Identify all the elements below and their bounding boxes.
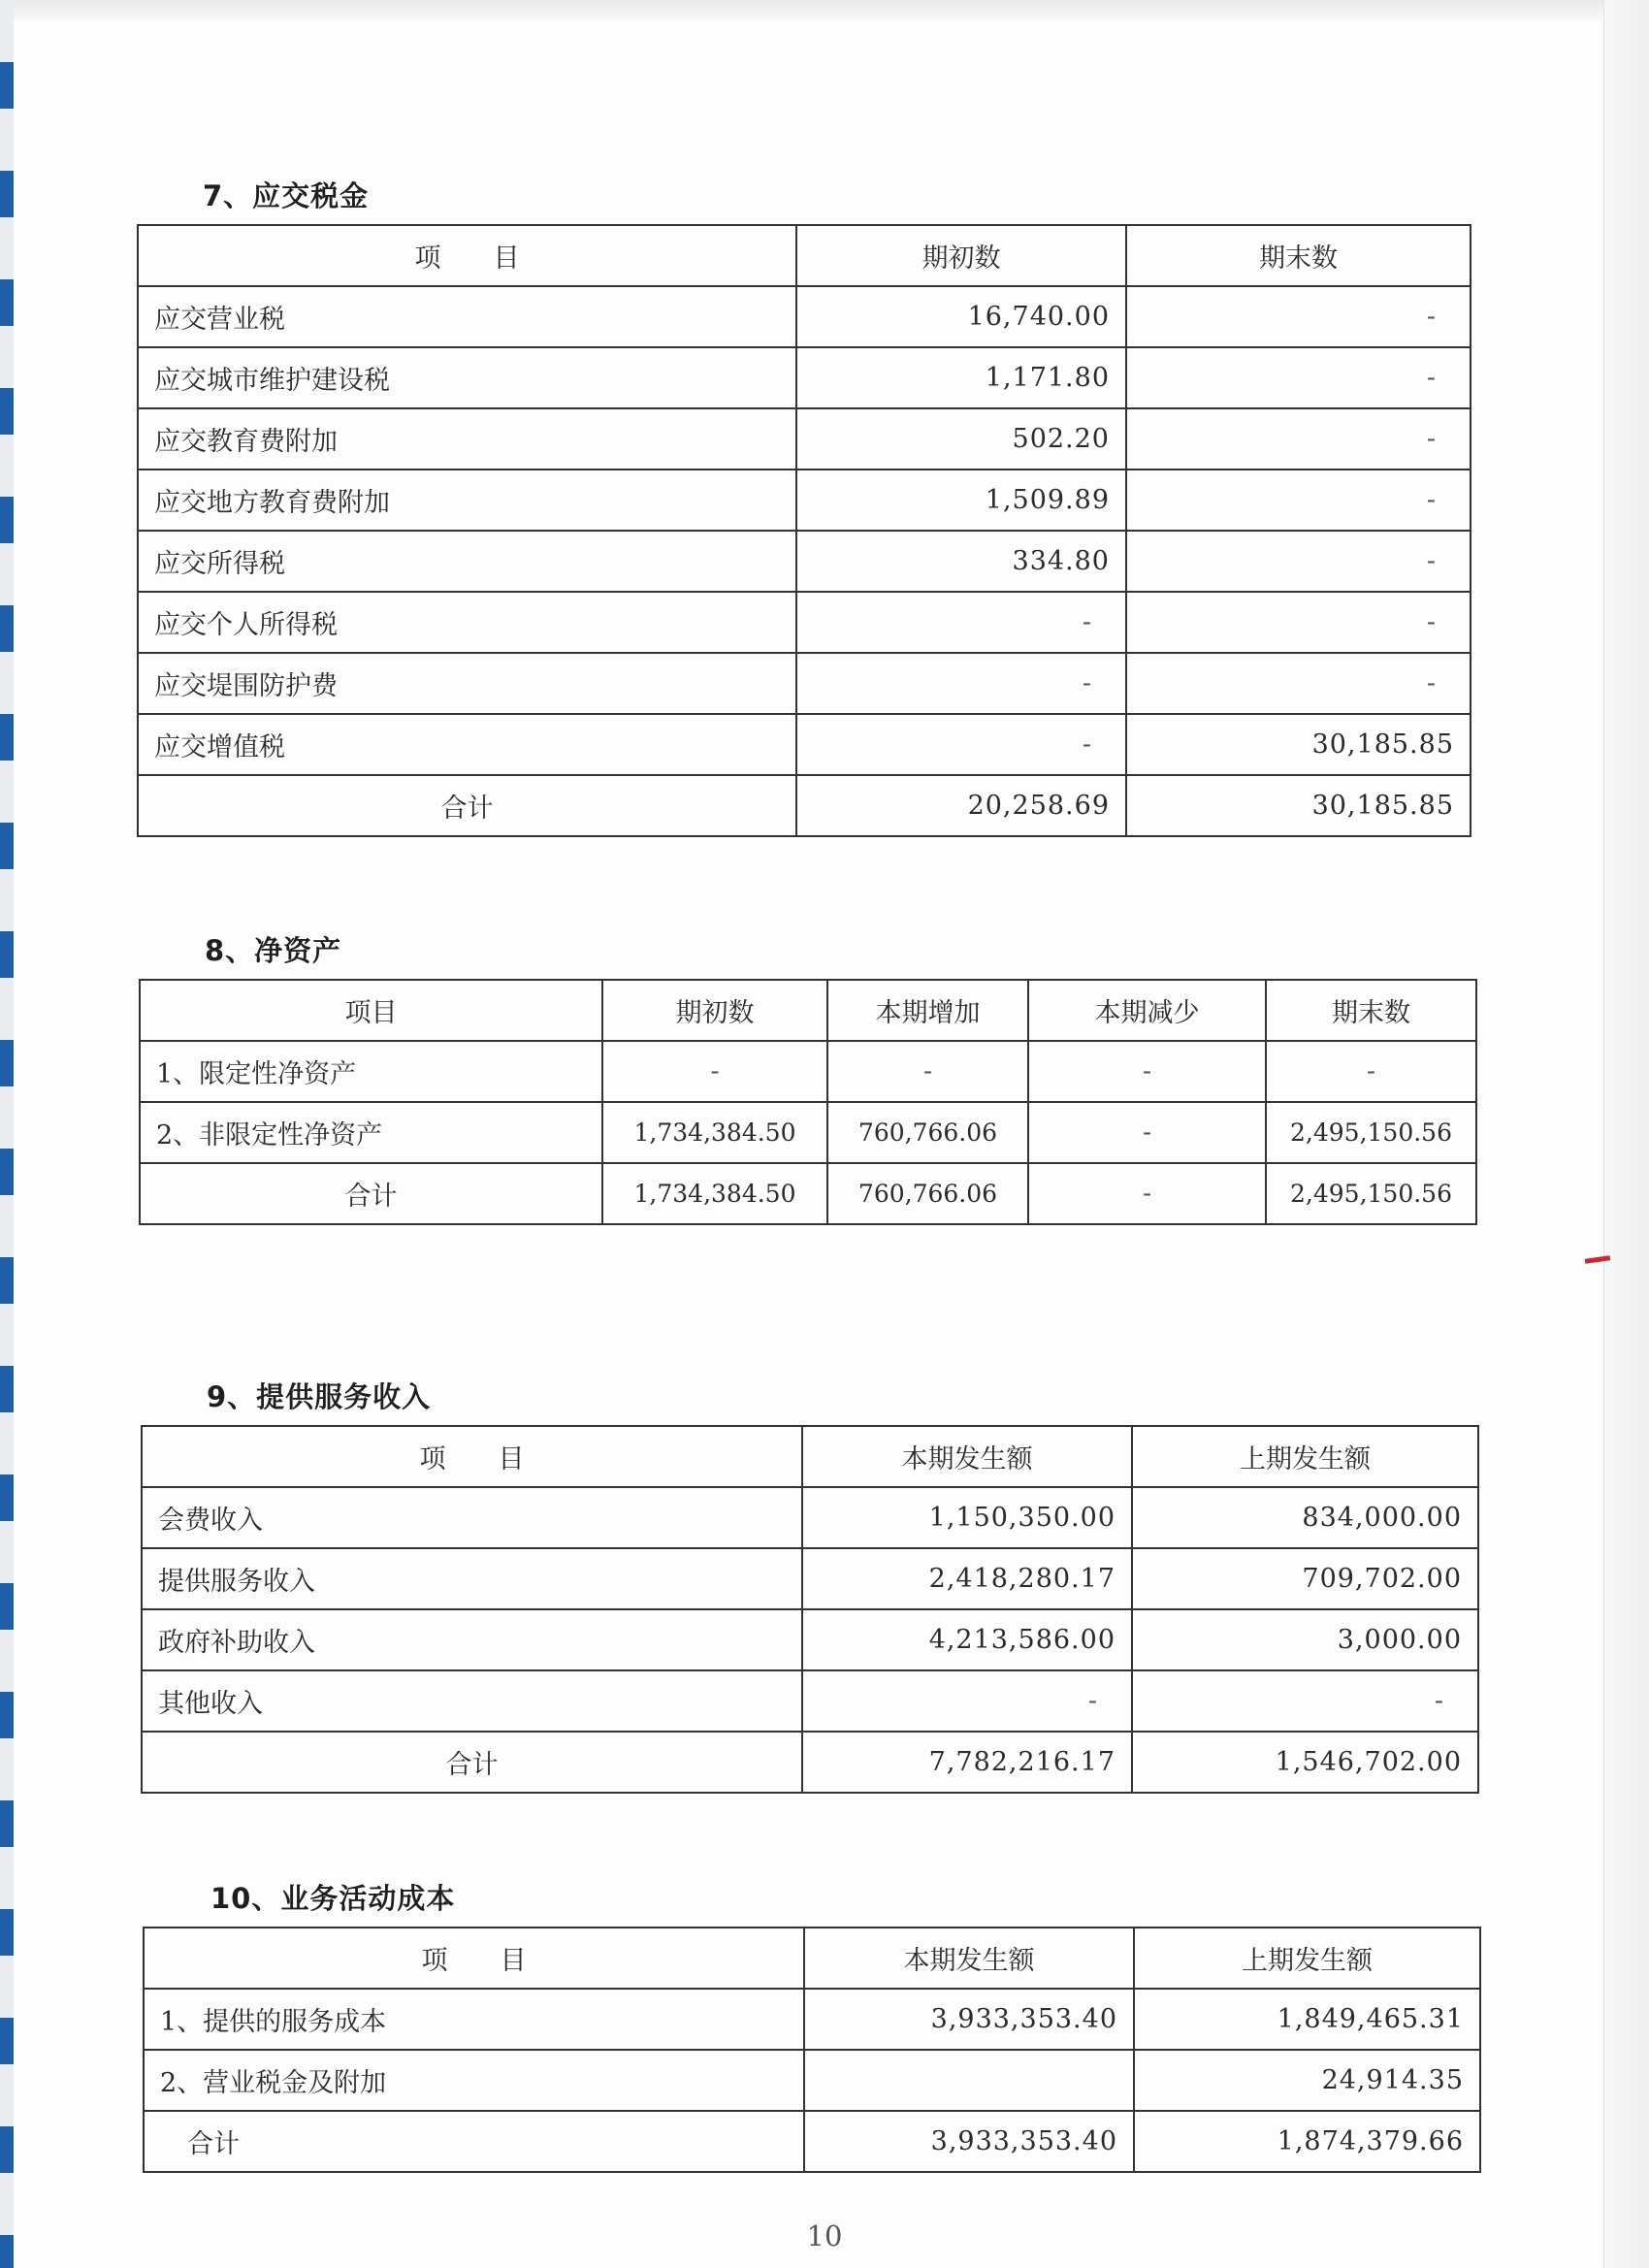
- row-end: -: [1126, 347, 1471, 408]
- service-income-table: [141, 1425, 1479, 1794]
- header-item: 项目: [140, 980, 602, 1041]
- section-activity-cost: [143, 1877, 1479, 2173]
- row-item: 2、非限定性净资产: [140, 1102, 602, 1163]
- row-begin: -: [602, 1041, 827, 1102]
- table-row: [138, 286, 1471, 347]
- row-current: -: [802, 1670, 1132, 1732]
- total-current: 3,933,353.40: [804, 2111, 1134, 2172]
- row-item: 应交营业税: [138, 286, 796, 347]
- header-item: 项 目: [144, 1928, 804, 1989]
- header-end: 期末数: [1126, 225, 1471, 286]
- row-item: 应交所得税: [138, 531, 796, 592]
- row-end: -: [1126, 592, 1471, 653]
- table-row: [144, 1989, 1480, 2050]
- table-row: [140, 1041, 1476, 1102]
- row-current: 3,933,353.40: [804, 1989, 1134, 2050]
- section-title-net-assets: 8、净资产: [205, 934, 342, 967]
- row-item: 1、提供的服务成本: [144, 1989, 804, 2050]
- total-label: 合计: [142, 1732, 802, 1793]
- total-previous: 1,546,702.00: [1132, 1732, 1478, 1793]
- table-row: [138, 531, 1471, 592]
- row-item: 会费收入: [142, 1487, 802, 1548]
- row-end: -: [1126, 408, 1471, 470]
- row-begin: 334.80: [796, 531, 1126, 592]
- header-begin: 期初数: [796, 225, 1126, 286]
- row-begin: 1,171.80: [796, 347, 1126, 408]
- page-right-edge: [1603, 0, 1649, 2268]
- section-service-income: [141, 1376, 1477, 1794]
- table-row: [142, 1670, 1478, 1732]
- row-current: [804, 2050, 1134, 2111]
- table-row: [138, 714, 1471, 775]
- row-previous: 709,702.00: [1132, 1548, 1478, 1609]
- header-item: 项 目: [142, 1426, 802, 1487]
- table-row: [142, 1487, 1478, 1548]
- page-number: 10: [806, 2219, 843, 2252]
- total-previous: 1,874,379.66: [1134, 2111, 1480, 2172]
- activity-cost-table: [143, 1927, 1481, 2173]
- row-begin: 16,740.00: [796, 286, 1126, 347]
- row-current: 1,150,350.00: [802, 1487, 1132, 1548]
- header-previous: 上期发生额: [1132, 1426, 1478, 1487]
- table-row: [138, 653, 1471, 714]
- total-label: 合计: [144, 2111, 804, 2172]
- row-begin: 1,509.89: [796, 470, 1126, 531]
- row-begin: 1,734,384.50: [602, 1102, 827, 1163]
- row-item: 提供服务收入: [142, 1548, 802, 1609]
- total-increase: 760,766.06: [827, 1163, 1028, 1224]
- total-row: [138, 775, 1471, 836]
- total-begin: 20,258.69: [796, 775, 1126, 836]
- total-current: 7,782,216.17: [802, 1732, 1132, 1793]
- row-current: 4,213,586.00: [802, 1609, 1132, 1670]
- section-title-activity-cost: 10、业务活动成本: [210, 1882, 456, 1915]
- total-row: [140, 1163, 1476, 1224]
- net-assets-table: [139, 979, 1477, 1225]
- total-row: [144, 2111, 1480, 2172]
- row-end: -: [1126, 653, 1471, 714]
- row-item: 其他收入: [142, 1670, 802, 1732]
- section-title-taxes: 7、应交税金: [203, 179, 370, 212]
- table-row: [142, 1609, 1478, 1670]
- row-item: 1、限定性净资产: [140, 1041, 602, 1102]
- row-previous: 3,000.00: [1132, 1609, 1478, 1670]
- row-previous: 24,914.35: [1134, 2050, 1480, 2111]
- total-row: [142, 1732, 1478, 1793]
- row-item: 政府补助收入: [142, 1609, 802, 1670]
- header-previous: 上期发生额: [1134, 1928, 1480, 1989]
- row-begin: -: [796, 592, 1126, 653]
- row-begin: 502.20: [796, 408, 1126, 470]
- table-row: [140, 1102, 1476, 1163]
- scan-top-edge: [0, 0, 1649, 21]
- row-end: -: [1126, 286, 1471, 347]
- table-header-row: [138, 225, 1471, 286]
- row-item: 应交教育费附加: [138, 408, 796, 470]
- row-increase: 760,766.06: [827, 1102, 1028, 1163]
- row-previous: -: [1132, 1670, 1478, 1732]
- row-item: 2、营业税金及附加: [144, 2050, 804, 2111]
- total-label: 合计: [138, 775, 796, 836]
- total-decrease: -: [1028, 1163, 1266, 1224]
- row-begin: -: [796, 653, 1126, 714]
- row-end: 2,495,150.56: [1266, 1102, 1476, 1163]
- taxes-table: [137, 224, 1471, 837]
- row-current: 2,418,280.17: [802, 1548, 1132, 1609]
- table-row: [138, 347, 1471, 408]
- total-begin: 1,734,384.50: [602, 1163, 827, 1224]
- binding-strip: [0, 0, 14, 2268]
- row-end: 30,185.85: [1126, 714, 1471, 775]
- row-decrease: -: [1028, 1102, 1266, 1163]
- header-increase: 本期增加: [827, 980, 1028, 1041]
- table-row: [138, 470, 1471, 531]
- total-label: 合计: [140, 1163, 602, 1224]
- row-previous: 834,000.00: [1132, 1487, 1478, 1548]
- header-decrease: 本期减少: [1028, 980, 1266, 1041]
- section-title-service-income: 9、提供服务收入: [207, 1380, 432, 1413]
- table-row: [142, 1548, 1478, 1609]
- total-end: 2,495,150.56: [1266, 1163, 1476, 1224]
- header-current: 本期发生额: [804, 1928, 1134, 1989]
- row-increase: -: [827, 1041, 1028, 1102]
- table-header-row: [140, 980, 1476, 1041]
- row-begin: -: [796, 714, 1126, 775]
- row-item: 应交地方教育费附加: [138, 470, 796, 531]
- table-row: [138, 592, 1471, 653]
- total-end: 30,185.85: [1126, 775, 1471, 836]
- row-decrease: -: [1028, 1041, 1266, 1102]
- table-row: [138, 408, 1471, 470]
- row-end: -: [1266, 1041, 1476, 1102]
- table-header-row: [144, 1928, 1480, 1989]
- row-end: -: [1126, 531, 1471, 592]
- row-previous: 1,849,465.31: [1134, 1989, 1480, 2050]
- header-item: 项 目: [138, 225, 796, 286]
- row-item: 应交堤围防护费: [138, 653, 796, 714]
- row-item: 应交城市维护建设税: [138, 347, 796, 408]
- row-end: -: [1126, 470, 1471, 531]
- section-net-assets: [139, 929, 1475, 1225]
- header-end: 期末数: [1266, 980, 1476, 1041]
- header-begin: 期初数: [602, 980, 827, 1041]
- section-taxes: [137, 175, 1470, 837]
- row-item: 应交个人所得税: [138, 592, 796, 653]
- table-row: [144, 2050, 1480, 2111]
- table-header-row: [142, 1426, 1478, 1487]
- header-current: 本期发生额: [802, 1426, 1132, 1487]
- row-item: 应交增值税: [138, 714, 796, 775]
